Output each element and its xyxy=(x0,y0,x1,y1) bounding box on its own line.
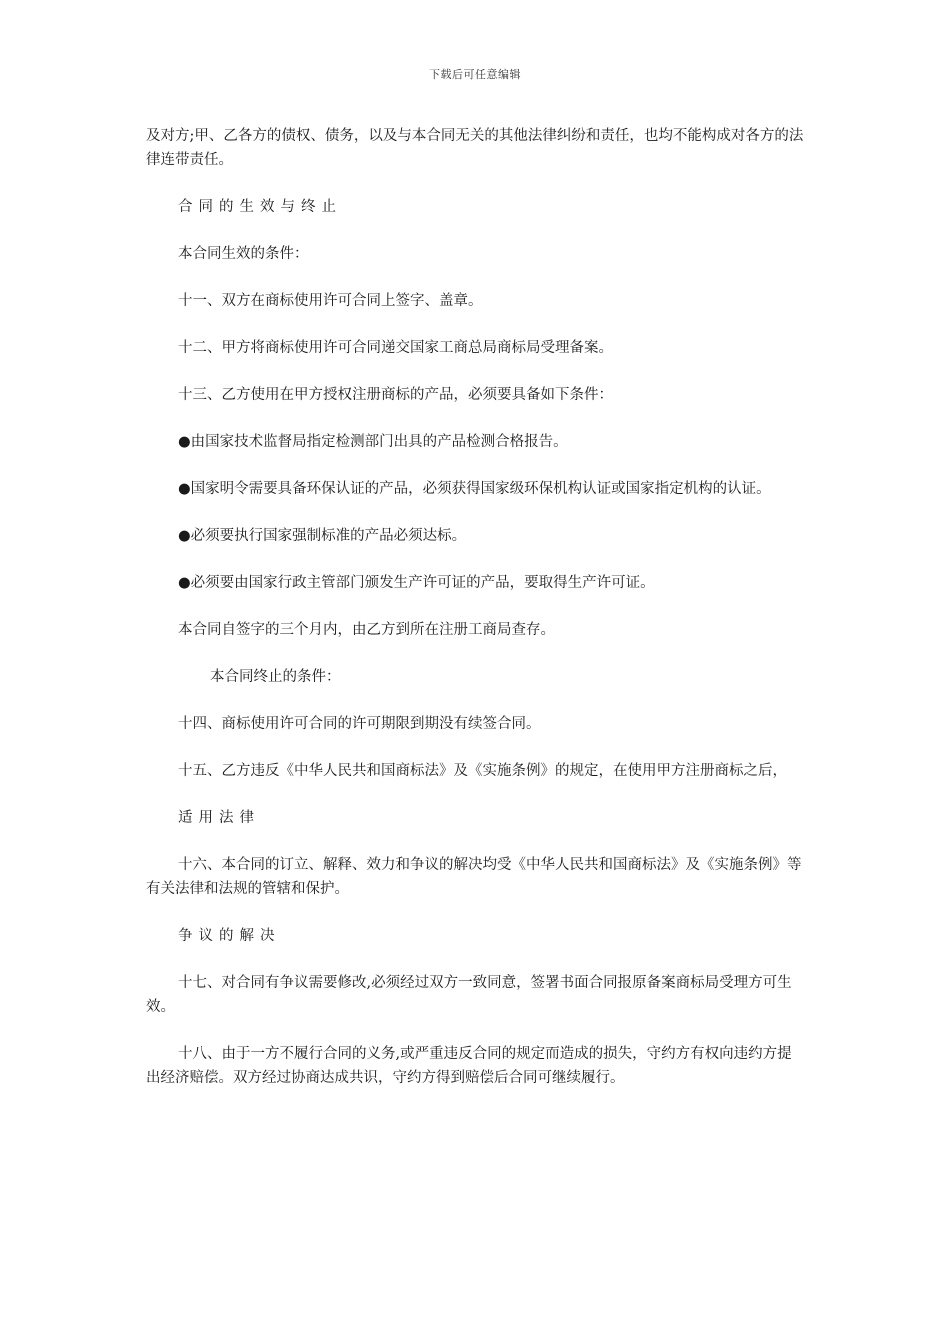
paragraph-continuation: 及对方;甲、乙各方的债权、债务，以及与本合同无关的其他法律纠纷和责任，也均不能构成对各方的法律连带责任。 xyxy=(146,128,804,168)
clause-12: 十二、甲方将商标使用许可合同递交国家工商总局商标局受理备案。 xyxy=(178,340,613,356)
clause-18: 十八、由于一方不履行合同的义务,或严重违反合同的规定而造成的损失，守约方有权向违约方提出经济赔偿。双方经过协商达成共识，守约方得到赔偿后合同可继续履行。 xyxy=(146,1046,792,1086)
clause-14: 十四、商标使用许可合同的许可期限到期没有续签合同。 xyxy=(178,716,541,732)
bullet-item-inspection: ●由国家技术监督局指定检测部门出具的产品检测合格报告。 xyxy=(178,434,568,450)
section-heading-effect-termination: 合同的生效与终止 xyxy=(178,199,342,215)
section-heading-applicable-law: 适用法律 xyxy=(178,810,260,826)
paragraph-filing: 本合同自签字的三个月内，由乙方到所在注册工商局查存。 xyxy=(178,622,555,638)
section-heading-dispute-resolution: 争议的解决 xyxy=(178,928,281,944)
clause-13: 十三、乙方使用在甲方授权注册商标的产品，必须要具备如下条件： xyxy=(178,387,613,403)
paragraph-termination-conditions: 本合同终止的条件： xyxy=(210,669,341,685)
document-body xyxy=(146,124,806,1113)
page-header-note: 下载后可任意编辑 xyxy=(429,68,521,81)
bullet-item-environmental: ●国家明令需要具备环保认证的产品，必须获得国家级环保机构认证或国家指定机构的认证。 xyxy=(178,481,771,497)
clause-11: 十一、双方在商标使用许可合同上签字、盖章。 xyxy=(178,293,483,309)
paragraph-effect-conditions: 本合同生效的条件： xyxy=(178,246,309,262)
bullet-item-mandatory-standard: ●必须要执行国家强制标准的产品必须达标。 xyxy=(178,528,467,544)
bullet-item-production-license: ●必须要由国家行政主管部门颁发生产许可证的产品，要取得生产许可证。 xyxy=(178,575,655,591)
clause-15: 十五、乙方违反《中华人民共和国商标法》及《实施条例》的规定，在使用甲方注册商标之后， xyxy=(178,763,787,779)
clause-17: 十七、对合同有争议需要修改,必须经过双方一致同意，签署书面合同报原备案商标局受理方可生效。 xyxy=(146,975,792,1015)
clause-16: 十六、本合同的订立、解释、效力和争议的解决均受《中华人民共和国商标法》及《实施条例》等有关法律和法规的管辖和保护。 xyxy=(146,857,802,897)
